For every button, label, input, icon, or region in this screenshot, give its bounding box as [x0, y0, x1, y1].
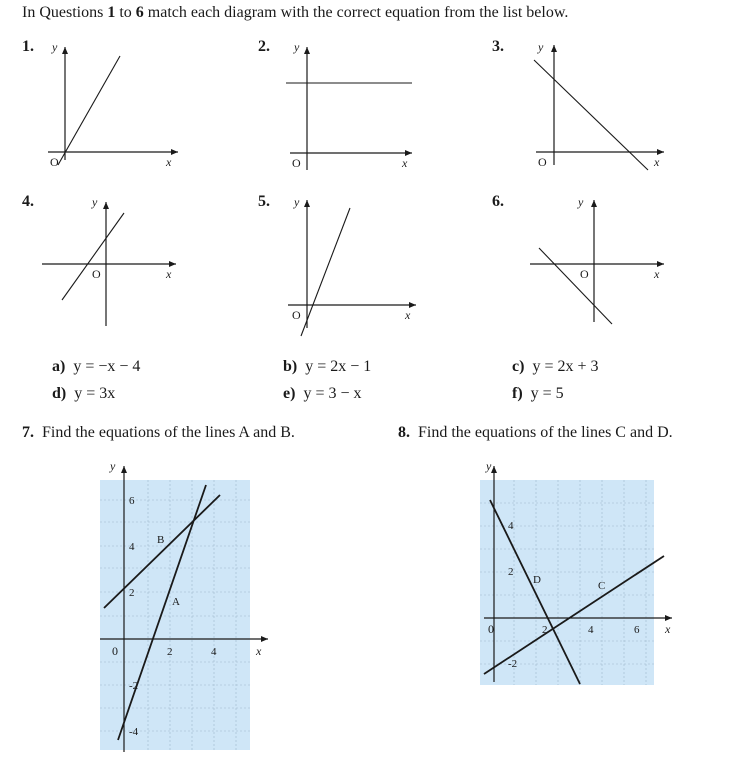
y-tick-2: 2	[508, 566, 514, 578]
intro-number-1: 1	[107, 4, 116, 21]
y-axis-label: y	[110, 459, 116, 473]
x-axis-label: x	[405, 308, 411, 322]
q8-graph	[460, 450, 700, 700]
small-diagrams	[0, 0, 742, 340]
label-line-c: C	[598, 580, 606, 592]
y-axis-label: y	[486, 459, 492, 473]
origin-label: O	[92, 267, 101, 281]
x-axis-label: x	[166, 267, 172, 281]
x-tick-6: 6	[634, 624, 640, 636]
x-tick-2: 2	[167, 646, 173, 658]
intro-text-end: match each diagram with the correct equation from the list below.	[143, 4, 569, 21]
question-7: 7. Find the equations of the lines A and B.	[22, 424, 295, 441]
diagram-2	[286, 40, 412, 170]
intro-text: In Questions	[22, 4, 108, 21]
x-axis-label: x	[654, 155, 660, 169]
y-tick-neg2: -2	[508, 658, 518, 670]
label-line-d: D	[533, 574, 541, 586]
label-line-a: A	[172, 596, 180, 608]
diagram-2-number: 2.	[258, 38, 270, 55]
x-axis-label: x	[166, 155, 172, 169]
q7-grid-background	[100, 480, 250, 750]
y-tick-neg2: -2	[129, 680, 139, 692]
q7-graph	[0, 450, 300, 765]
intro-text-mid: to	[115, 4, 136, 21]
option-d: d) y = 3x	[52, 385, 116, 402]
y-tick-6: 6	[129, 495, 135, 507]
origin-label: 0	[112, 644, 118, 658]
y-axis-label: y	[538, 40, 544, 54]
x-axis-label: x	[402, 156, 408, 170]
origin-label: 0	[488, 622, 494, 636]
origin-label: O	[292, 308, 301, 322]
y-axis-label: y	[52, 40, 58, 54]
diagram-6-number: 6.	[492, 193, 504, 210]
y-axis-label: y	[294, 40, 300, 54]
diagram-4-number: 4.	[22, 193, 34, 210]
x-tick-4: 4	[588, 624, 594, 636]
y-tick-4: 4	[508, 520, 514, 532]
y-axis-label: y	[294, 195, 300, 209]
x-tick-2: 2	[542, 624, 548, 636]
question-8: 8. Find the equations of the lines C and D.	[398, 424, 673, 441]
diagram-4	[42, 195, 176, 326]
origin-label: O	[50, 155, 59, 169]
y-tick-4: 4	[129, 541, 135, 553]
option-b: b) y = 2x − 1	[283, 358, 372, 375]
y-axis-label: y	[578, 195, 584, 209]
y-tick-2: 2	[129, 587, 135, 599]
option-a: a) y = −x − 4	[52, 358, 141, 375]
option-c: c) y = 2x + 3	[512, 358, 599, 375]
label-line-b: B	[157, 534, 165, 546]
q8-grid-background	[480, 480, 654, 685]
diagram-6	[530, 195, 664, 324]
origin-label: O	[292, 156, 301, 170]
origin-label: O	[538, 155, 547, 169]
diagram-3	[534, 40, 664, 170]
diagram-5	[288, 195, 416, 336]
x-tick-4: 4	[211, 646, 217, 658]
intro-number-6: 6	[135, 4, 144, 21]
diagram-1-number: 1.	[22, 38, 34, 55]
x-axis-label: x	[256, 644, 262, 658]
option-f: f) y = 5	[512, 385, 564, 402]
diagram-5-number: 5.	[258, 193, 270, 210]
y-tick-neg4: -4	[129, 726, 139, 738]
y-axis-label: y	[92, 195, 98, 209]
x-axis-label: x	[654, 267, 660, 281]
diagram-3-number: 3.	[492, 38, 504, 55]
origin-label: O	[580, 267, 589, 281]
x-axis-label: x	[665, 622, 671, 636]
option-e: e) y = 3 − x	[283, 385, 362, 402]
diagram-1	[48, 40, 178, 169]
